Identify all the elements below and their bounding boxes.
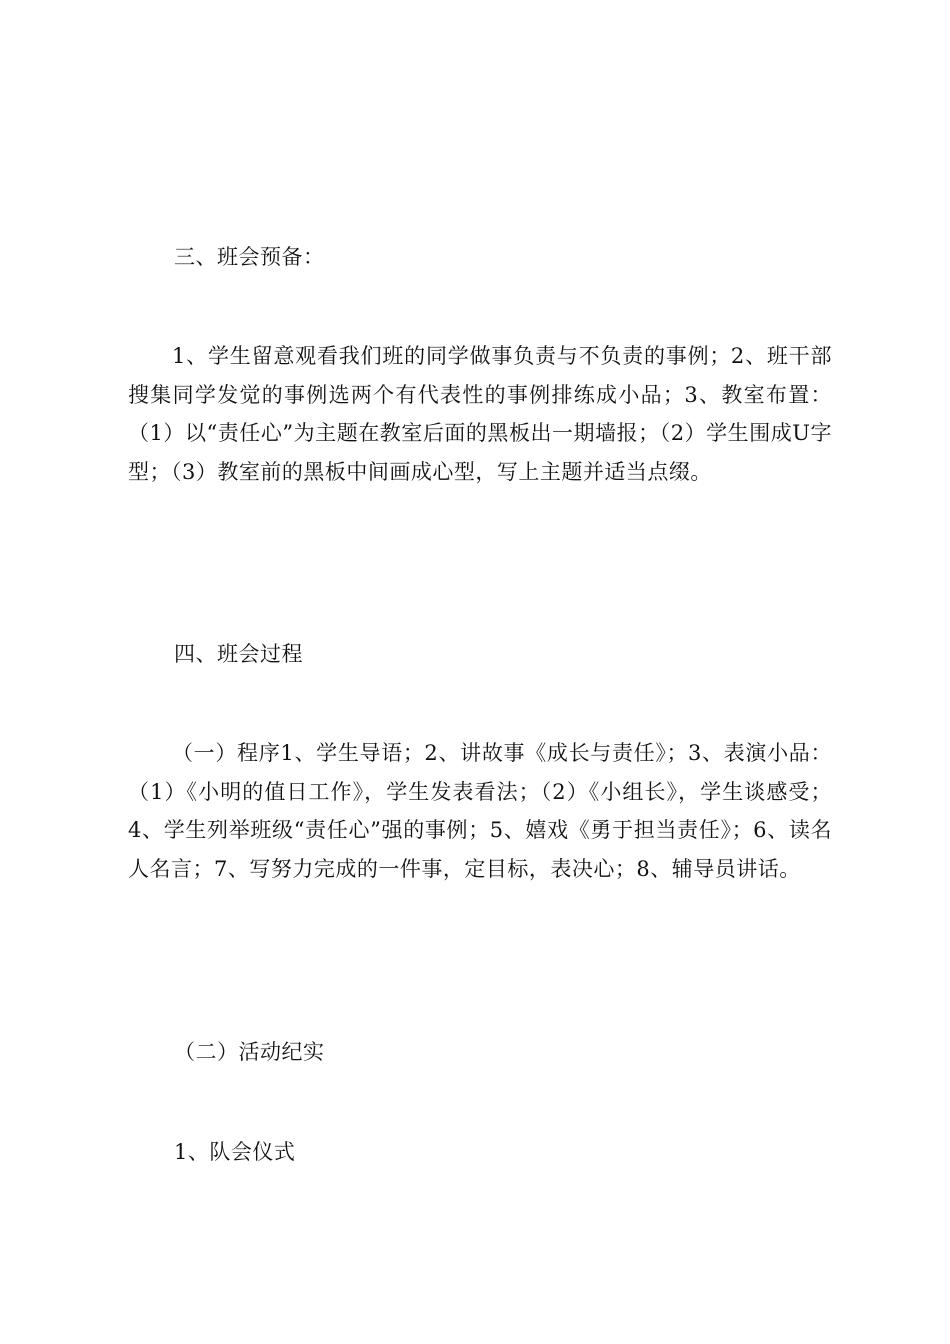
- paragraph-prep: 1、学生留意观看我们班的同学做事负责与不负责的事例；2、班干部搜集同学发觉的事例选两个有代表性的事例排练成小品；3、教室布置：（1）以“责任心”为主题在教室后面的黑板出一期墙报；（2）学生围成U字型；（3）教室前的黑板中间画成心型，写上主题并适当点缀。: [128, 344, 832, 484]
- section-heading-prep: 三、班会预备：: [174, 245, 325, 269]
- section-heading-ceremony: 1、队会仪式: [174, 1140, 296, 1164]
- section-heading-record: （二）活动纪实: [174, 1040, 325, 1064]
- paragraph-program: （一）程序1、学生导语；2、讲故事《成长与责任》；3、表演小品：（1）《小明的值日工作》，学生发表看法；（2）《小组长》，学生谈感受；4、学生列举班级“责任心”强的事例；5、嬉戏《勇于担当责任》；6、读名人名言；7、写努力完成的一件事，定目标，表决心；8、辅导员讲话。: [128, 741, 832, 881]
- section-heading-process: 四、班会过程: [174, 642, 303, 666]
